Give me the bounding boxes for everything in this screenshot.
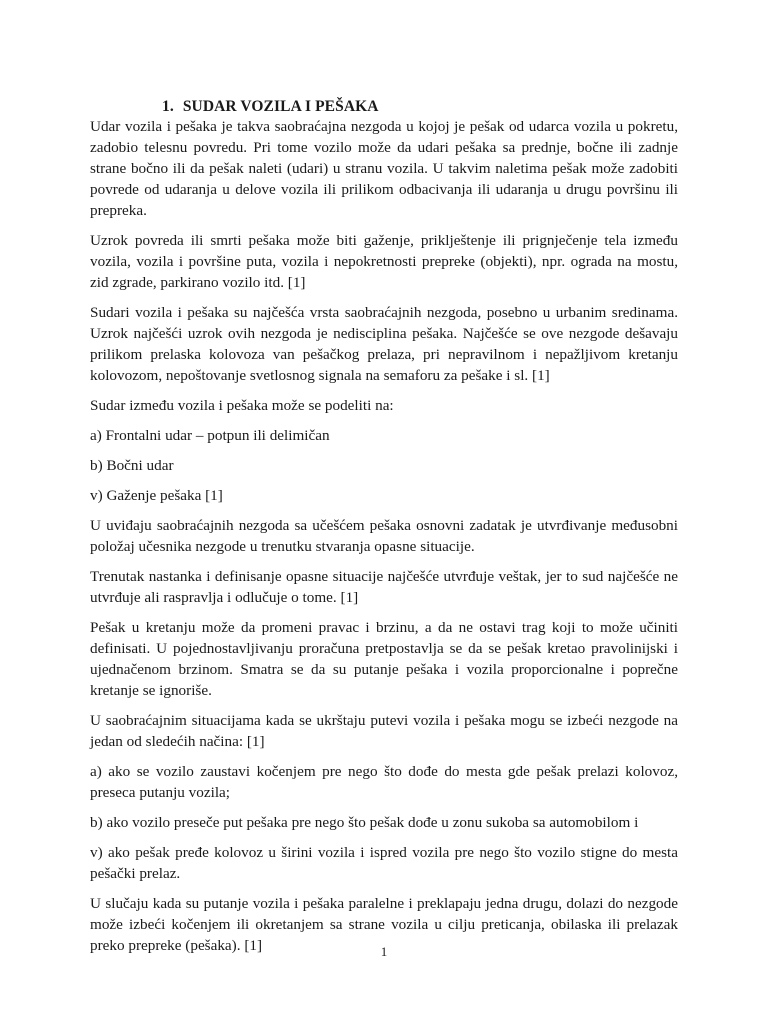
paragraph-expert: Trenutak nastanka i definisanje opasne situacije najčešće utvrđuje veštak, jer to sud najčešće ne utvrđuje ali raspravlja i odlučuje o tome. [1] — [90, 568, 678, 606]
paragraph-avoidance: U saobraćajnim situacijama kada se ukrštaju putevi vozila i pešaka mogu se izbeći nezgode na jedan od sledećih načina: [1] — [90, 712, 678, 750]
list-item-crossing-path: b) ako vozilo preseče put pešaka pre nego što pešak dođe u zonu sukoba sa automobilom i — [90, 814, 639, 831]
list-item-runover: v) Gaženje pešaka [1] — [90, 487, 223, 504]
paragraph-parallel: U slučaju kada su putanje vozila i pešaka paralelne i preklapaju jedna drugu, dolazi do nezgode može izbeći kočenjem ili okretanjem sa strane vozila u cilju preticanja, obilaska ili prelazak preko prepreke (pešaka). [1] — [90, 895, 678, 954]
paragraph-movement: Pešak u kretanju može da promeni pravac i brzinu, a da ne ostavi trag koji to može učiniti definisati. U pojednostavljivanju proračuna pretpostavlja se da se pešak kretao pravolinijski i ujednačenom brzinom. Smatra se da su putanje pešaka i vozila proporcionalne i poprečne kretanje se ignoriše. — [90, 619, 678, 699]
body-text — [90, 116, 678, 965]
list-item-frontal: a) Frontalni udar – potpun ili delimičan — [90, 427, 330, 444]
paragraph-frequency: Sudari vozila i pešaka su najčešća vrsta saobraćajnih nezgoda, posebno u urbanim sredinama. Uzrok najčešći uzrok ovih nezgoda je nedisciplina pešaka. Najčešće se ove nezgode dešavaju prilikom prelaska kolovoza van pešačkog prelaza, pri nepravilnom i nepažljivom kretanju kolovozom, nepoštovanje svetlosnog signala na semaforu za pešake i sl. [1] — [90, 304, 678, 384]
section-heading — [162, 98, 379, 116]
section-number: 1. — [162, 98, 174, 115]
paragraph-investigation: U uviđaju saobraćajnih nezgoda sa učešćem pešaka osnovni zadatak je utvrđivanje međusobni položaj učesnika nezgode u trenutku stvaranja opasne situacije. — [90, 517, 678, 555]
paragraph-intro: Udar vozila i pešaka je takva saobraćajna nezgoda u kojoj je pešak od udarca vozila u pokretu, zadobio telesnu povredu. Pri tome vozilo može da udari pešaka sa prednje, bočne ili zadnje strane bočno ili da pešak naleti (udari) u stranu vozila. U takvim naletima pešak može zadobiti povrede od udaranja u delove vozila ili prilikom odbacivanja ili udaranja u drugu površinu ili prepreka. — [90, 118, 678, 219]
page-number: 1 — [380, 944, 388, 959]
document-page — [90, 0, 678, 1024]
list-item-side: b) Bočni udar — [90, 457, 174, 474]
list-item-braking: a) ako se vozilo zaustavi kočenjem pre nego što dođe do mesta gde pešak prelazi kolovoz, preseca putanju vozila; — [90, 763, 678, 801]
section-title: SUDAR VOZILA I PEŠAKA — [182, 98, 379, 115]
paragraph-causes: Uzrok povreda ili smrti pešaka može biti gaženje, priklještenje ili prignječenje tela između vozila, vozila i površine puta, vozila i nepokretnosti prepreke (objekti), npr. ograda na mostu, zid zgrade, parkirano vozilo itd. [1] — [90, 232, 678, 291]
list-item-pedestrian-crosses: v) ako pešak pređe kolovoz u širini vozila i ispred vozila pre nego što vozilo stigne do mesta pešački prelaz. — [90, 844, 678, 882]
paragraph-classification: Sudar između vozila i pešaka može se podeliti na: — [90, 397, 394, 414]
